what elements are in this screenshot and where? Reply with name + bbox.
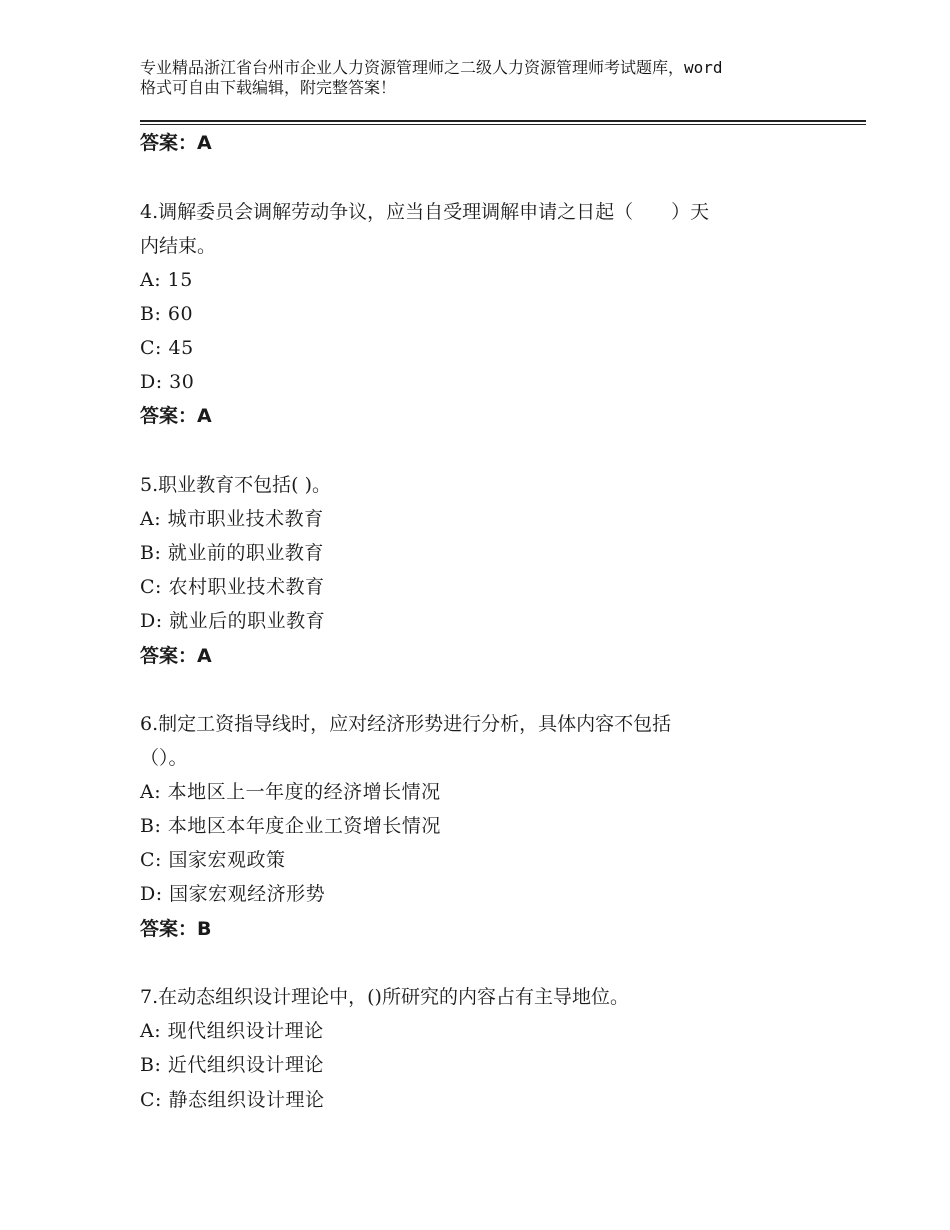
question-5-option-b: B: 就业前的职业教育 [140,542,324,564]
question-7-option-b: B: 近代组织设计理论 [140,1054,324,1076]
question-6-stem-line-1: 6.制定工资指导线时，应对经济形势进行分析，具体内容不包括 [140,713,672,735]
question-6-option-a: A: 本地区上一年度的经济增长情况 [140,781,441,803]
question-4-stem-line-2: 内结束。 [140,235,217,257]
question-6-option-c: C: 国家宏观政策 [140,849,286,871]
document-header [140,58,830,98]
header-title-line-1: 专业精品浙江省台州市企业人力资源管理师之二级人力资源管理师考试题库，word [140,58,723,77]
question-6-option-b: B: 本地区本年度企业工资增长情况 [140,815,441,837]
header-divider-thick [140,120,866,122]
question-4-option-c: C: 45 [140,337,194,359]
question-7-stem-line-1: 7.在动态组织设计理论中，()所研究的内容占有主导地位。 [140,986,629,1008]
header-divider-thin [140,124,866,125]
header-title-line-2: 格式可自由下载编辑，附完整答案！ [140,78,397,97]
question-5-option-d: D: 就业后的职业教育 [140,610,326,632]
question-7-option-c: C: 静态组织设计理论 [140,1089,325,1111]
question-5-option-c: C: 农村职业技术教育 [140,576,325,598]
question-5-stem-line-1: 5.职业教育不包括( )。 [140,474,331,496]
question-4-option-b: B: 60 [140,303,194,325]
question-4-stem-line-1: 4.调解委员会调解劳动争议，应当自受理调解申请之日起（ ）天 [140,201,710,223]
question-6-option-d: D: 国家宏观经济形势 [140,883,326,905]
question-4-option-d: D: 30 [140,371,195,393]
question-5-option-a: A: 城市职业技术教育 [140,508,324,530]
prev-question-answer: 答案：A [140,132,212,154]
question-7-option-a: A: 现代组织设计理论 [140,1020,324,1042]
question-4-option-a: A: 15 [140,269,193,291]
question-4-answer: 答案：A [140,405,212,427]
question-6-answer: 答案：B [140,918,212,940]
question-5-answer: 答案：A [140,645,212,667]
question-6-stem-line-2: （）。 [140,747,188,769]
